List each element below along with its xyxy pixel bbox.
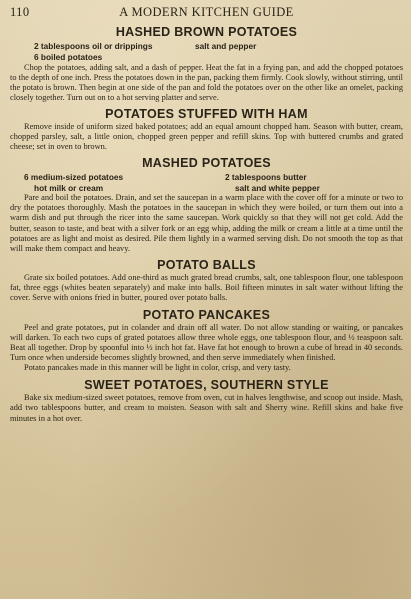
ingredient: 2 tablespoons oil or drippings [34,41,153,51]
recipe-title: POTATOES STUFFED WITH HAM [105,106,308,121]
recipe-instructions: Bake six medium-sized sweet potatoes, remove from oven, cut in halves lengthwise, and scoop out inside. Mash, add two tablespoons butter, and cream to moisten. Season with salt and Sherry wine. Refill skins and bake five minutes in a hot over. [10,393,403,423]
ingredient-row [10,172,403,182]
recipe-instructions: Peel and grate potatoes, put in colander and drain off all water. Do not allow standing or waiting, or pancakes will darken. To each two cups of grated potatoes allow three whole eggs, one tablespoon flour, and ½ teaspoon salt. Beat all together. Drop by spoonful into ½ inch hot fat. Have fat hot enough to brown a cube of bread in 40 seconds. Turn once when underside becomes slightly browned, and then serve immediately when finished. [10,322,403,362]
recipe-title: SWEET POTATOES, SOUTHERN STYLE [84,378,329,393]
recipe-instructions: Grate six boiled potatoes. Add one-third as much grated bread crumbs, salt, one tablespoon flour, one tablespoon fat, three eggs (whites beaten separately) and make into balls. Boil fifteen minutes in salt water without lifting the cover. Serve with onions fried in butter, poured over potato balls. [10,273,403,303]
recipe-hashed-brown-potatoes [10,25,403,104]
ingredient-row [10,41,403,51]
ingredient-row [10,52,403,62]
ingredient [195,52,403,62]
ingredient: salt and pepper [195,41,257,51]
recipe-sweet-potatoes-southern-style [10,378,403,423]
ingredient: salt and white pepper [235,183,320,194]
running-header [10,5,403,21]
recipe-title: HASHED BROWN POTATOES [115,25,298,39]
recipe-instructions: Pare and boil the potatoes. Drain, and set the saucepan in a warm place with the cover off for a minute or two to dry the potatoes thoroughly. Mash the potatoes in the saucepan in which they were boiled, or turn them out into a warm dish and put through the ricer into the same saucepan. Work quickly so that they will not get cold. Add the butter, season to taste, and beat with a silver fork or an egg whip, adding the milk or cream a little at a time until the potatoes are as light and moist as desired. Pile them lightly in a warmed serving dish. Do not smooth the top as that will make them compact and heavy. [10,193,403,253]
recipe-instructions: Chop the potatoes, adding salt, and a dash of pepper. Heat the fat in a frying pan, and add the chopped potatoes to the depth of one inch. Press the potatoes down in the pan, packing them firmly. Cook slowly, without stirring, until the potato is brown. Then begin at one side of the pan and fold the potatoes over on the other like an omelet, packing closely together. Turn out on to a hot serving platter and serve. [10,63,403,103]
recipe-potato-pancakes [10,308,403,374]
recipe-title: MASHED POTATOES [142,156,271,171]
recipe-note: Potato pancakes made in this manner will be light in color, crisp, and very tasty. [24,363,291,373]
recipe-title: POTATO PANCAKES [142,307,271,322]
ingredient: 6 medium-sized potatoes [24,172,124,183]
page-number: 110 [10,5,30,19]
ingredient-row [10,183,403,193]
recipe-title: POTATO BALLS [157,258,256,273]
ingredient: 6 boiled potatoes [34,52,103,62]
recipe-mashed-potatoes [10,156,403,254]
book-title: A MODERN KITCHEN GUIDE [119,5,294,19]
ingredient: 2 tablespoons butter [225,172,307,183]
recipe-potato-balls [10,258,403,303]
ingredient: hot milk or cream [34,183,104,194]
recipe-instructions: Remove inside of uniform sized baked potatoes; add an equal amount chopped ham. Season with butter, cream, chopped parsley, salt, a little onion, chopped green pepper and refill skins. Top with buttered crumbs and grated cheese; set in oven to brown. [10,121,403,151]
recipe-potatoes-stuffed-with-ham [10,107,403,152]
